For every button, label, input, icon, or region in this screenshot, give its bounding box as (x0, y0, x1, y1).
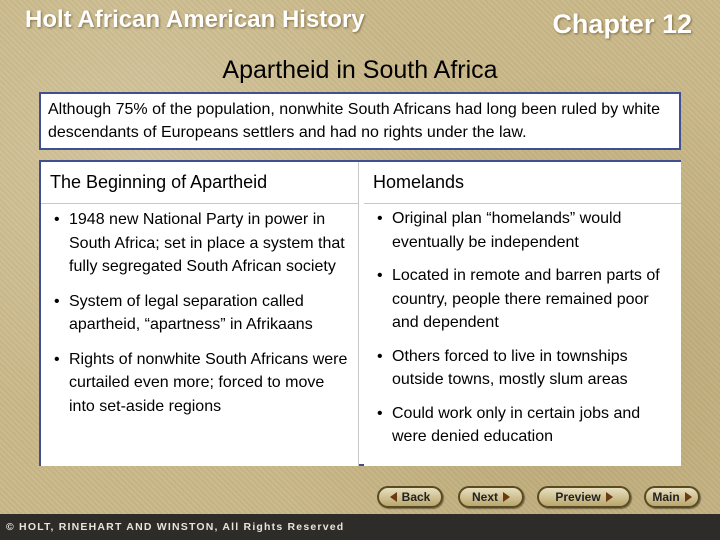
arrow-right-icon (606, 492, 613, 502)
main-label: Main (652, 490, 680, 504)
book-title: Holt African American History (25, 6, 365, 33)
bullet-item: • System of legal separation called apartheid, “apartness” in Afrikaans (41, 290, 358, 337)
chapter-label: Chapter 12 (552, 9, 692, 39)
preview-label: Preview (555, 490, 601, 504)
bullet-item: • Original plan “homelands” would eventually be independent (364, 207, 681, 254)
arrow-right-icon (503, 492, 510, 502)
back-button[interactable] (377, 486, 443, 508)
bullet-item: • Located in remote and barren parts of country, people there remained poor and dependent (364, 264, 681, 335)
preview-button[interactable] (537, 486, 631, 508)
right-column-heading: Homelands (364, 162, 681, 204)
arrow-right-icon (685, 492, 692, 502)
right-column-body (364, 204, 681, 466)
left-column-heading: The Beginning of Apartheid (41, 162, 359, 204)
intro-box (39, 92, 681, 150)
left-column-body (41, 204, 359, 466)
left-bullet-list (41, 204, 358, 418)
content-panel (39, 160, 681, 466)
intro-text: Although 75% of the population, nonwhite South Africans had long been ruled by white descendants of Europeans settlers and had no rights under the law. (48, 101, 660, 141)
right-bullet-list (364, 204, 681, 449)
next-label: Next (471, 490, 498, 504)
bullet-item: • 1948 new National Party in power in South Africa; set in place a system that fully segregated South African society (41, 208, 358, 279)
main-button[interactable] (644, 486, 700, 508)
bullet-item: • Rights of nonwhite South Africans were curtailed even more; forced to move into set-aside regions (41, 348, 358, 419)
next-button[interactable] (458, 486, 524, 508)
slide-title: Apartheid in South Africa (222, 56, 498, 84)
copyright-footer: © HOLT, RINEHART AND WINSTON, All Rights Reserved (0, 514, 720, 540)
back-label: Back (401, 490, 431, 504)
bullet-item: • Others forced to live in townships outside towns, mostly slum areas (364, 345, 681, 392)
arrow-left-icon (390, 492, 397, 502)
bullet-item: • Could work only in certain jobs and were denied education (364, 402, 681, 449)
